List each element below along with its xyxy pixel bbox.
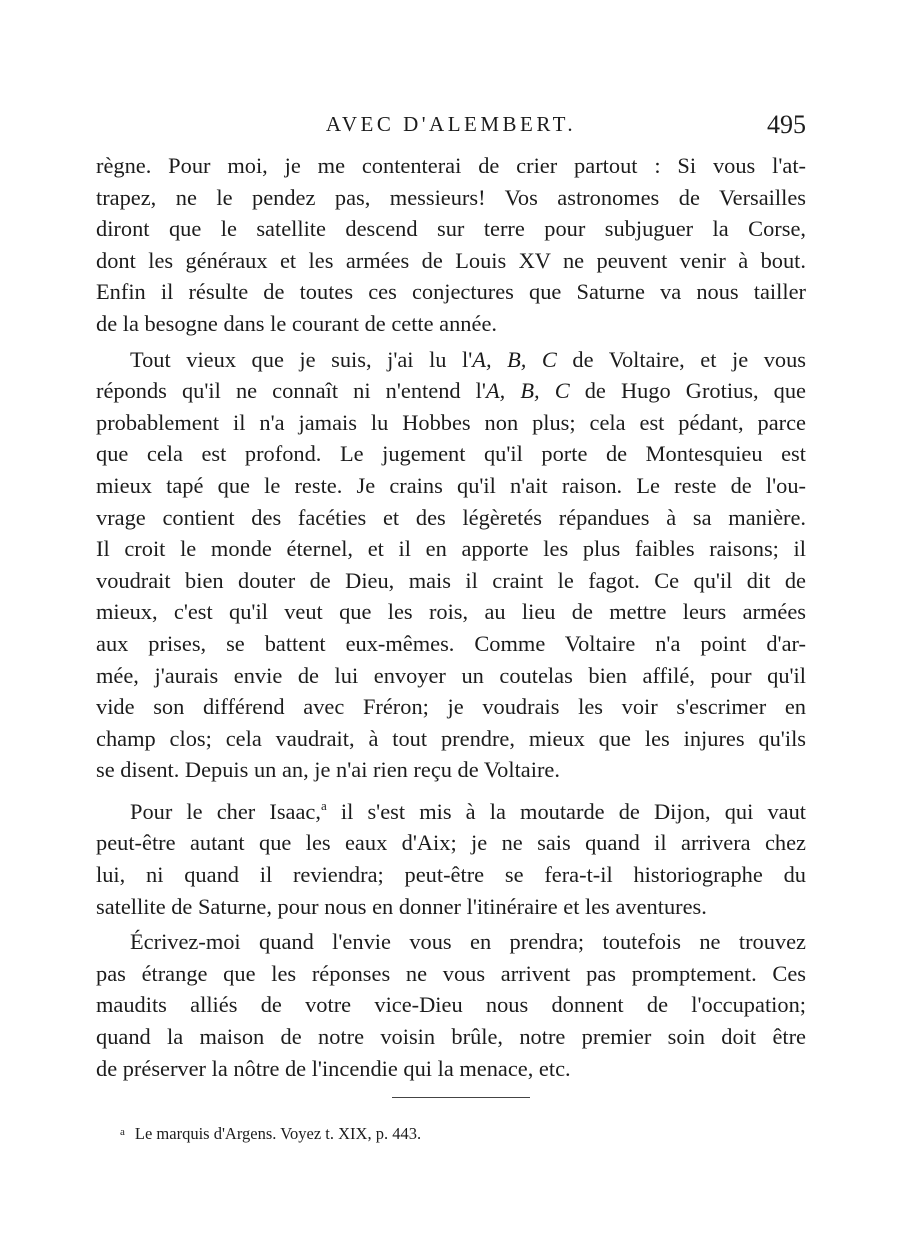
text-line: diront que le satellite descend sur terre pour subjuguer la Corse, xyxy=(96,216,806,242)
text-line: Tout vieux que je suis, j'ai lu l'A, B, C de Voltaire, et je vous xyxy=(130,346,807,372)
book-title: A, B, C xyxy=(472,346,557,372)
text-line: mée, j'aurais envie de lui envoyer un coutelas bien affilé, pour qu'il xyxy=(96,662,806,688)
book-title: A, B, C xyxy=(485,378,570,404)
text-line: réponds qu'il ne connaît ni n'entend l'A, B, C de Hugo Grotius, que xyxy=(96,378,806,404)
paragraph-4 xyxy=(96,926,806,1084)
footnote-reference: a xyxy=(320,797,327,813)
text-line: que cela est profond. Le jugement qu'il porte de Montesquieu est xyxy=(96,441,806,467)
running-title: AVEC D'ALEMBERT. xyxy=(325,112,577,136)
paragraph-1 xyxy=(96,150,806,340)
text-line-with-note xyxy=(96,790,806,828)
footnote xyxy=(120,1124,421,1144)
text-line: Enfin il résulte de toutes ces conjectures que Saturne va nous tailler xyxy=(96,279,806,305)
text-line: dont les généraux et les armées de Louis XV ne peuvent venir à bout. xyxy=(96,247,806,273)
text-line: de préserver la nôtre de l'incendie qui la menace, etc. xyxy=(96,1055,571,1081)
text-line: Écrivez-moi quand l'envie vous en prendra; toutefois ne trouvez xyxy=(130,929,806,955)
text-line: vrage contient des facéties et des légèretés répandues à sa manière. xyxy=(96,504,806,530)
text-line: vide son différend avec Fréron; je voudrais les voir s'escrimer en xyxy=(96,694,806,720)
text-line: pas étrange que les réponses ne vous arrivent pas promptement. Ces xyxy=(96,960,806,986)
text-line: mieux tapé que le reste. Je crains qu'il n'ait raison. Le reste de l'ou- xyxy=(96,472,806,498)
text-line: mieux, c'est qu'il veut que les rois, au lieu de mettre leurs armées xyxy=(96,599,806,625)
running-head xyxy=(96,110,806,140)
text-segment: Pour le cher Isaac, xyxy=(130,798,321,824)
body-text xyxy=(96,150,806,1088)
footnote-rule xyxy=(392,1097,530,1098)
footnote-mark: a xyxy=(120,1126,125,1138)
paragraph-3 xyxy=(96,790,806,922)
text-line: quand la maison de notre voisin brûle, notre premier soin doit être xyxy=(96,1024,806,1050)
text-line: trapez, ne le pendez pas, messieurs! Vos astronomes de Versailles xyxy=(96,184,806,210)
text-line: aux prises, se battent eux-mêmes. Comme Voltaire n'a point d'ar- xyxy=(96,630,806,656)
text-line: champ clos; cela vaudrait, à tout prendre, mieux que les injures qu'ils xyxy=(96,725,806,751)
paragraph-2 xyxy=(96,344,806,786)
footnote-text: Le marquis d'Argens. Voyez t. XIX, p. 443. xyxy=(134,1124,422,1143)
text-line: probablement il n'a jamais lu Hobbes non plus; cela est pédant, parce xyxy=(96,409,806,435)
text-line: lui, ni quand il reviendra; peut-être se fera-t-il historiographe du xyxy=(96,862,806,888)
text-line: peut-être autant que les eaux d'Aix; je ne sais quand il arrivera chez xyxy=(96,830,806,856)
text-line: voudrait bien douter de Dieu, mais il craint le fagot. Ce qu'il dit de xyxy=(96,567,806,593)
text-segment: il s'est mis à la moutarde de Dijon, qui vaut xyxy=(326,798,806,824)
text-line: maudits alliés de votre vice-Dieu nous donnent de l'occupation; xyxy=(96,992,806,1018)
text-line: se disent. Depuis un an, je n'ai rien reçu de Voltaire. xyxy=(96,757,560,783)
text-line: satellite de Saturne, pour nous en donner l'itinéraire et les aventures. xyxy=(96,893,707,919)
text-line: règne. Pour moi, je me contenterai de crier partout : Si vous l'at- xyxy=(96,153,806,178)
page-number: 495 xyxy=(767,110,806,139)
text-line: de la besogne dans le courant de cette année. xyxy=(96,310,497,336)
text-line: Il croit le monde éternel, et il en apporte les plus faibles raisons; il xyxy=(96,536,806,562)
